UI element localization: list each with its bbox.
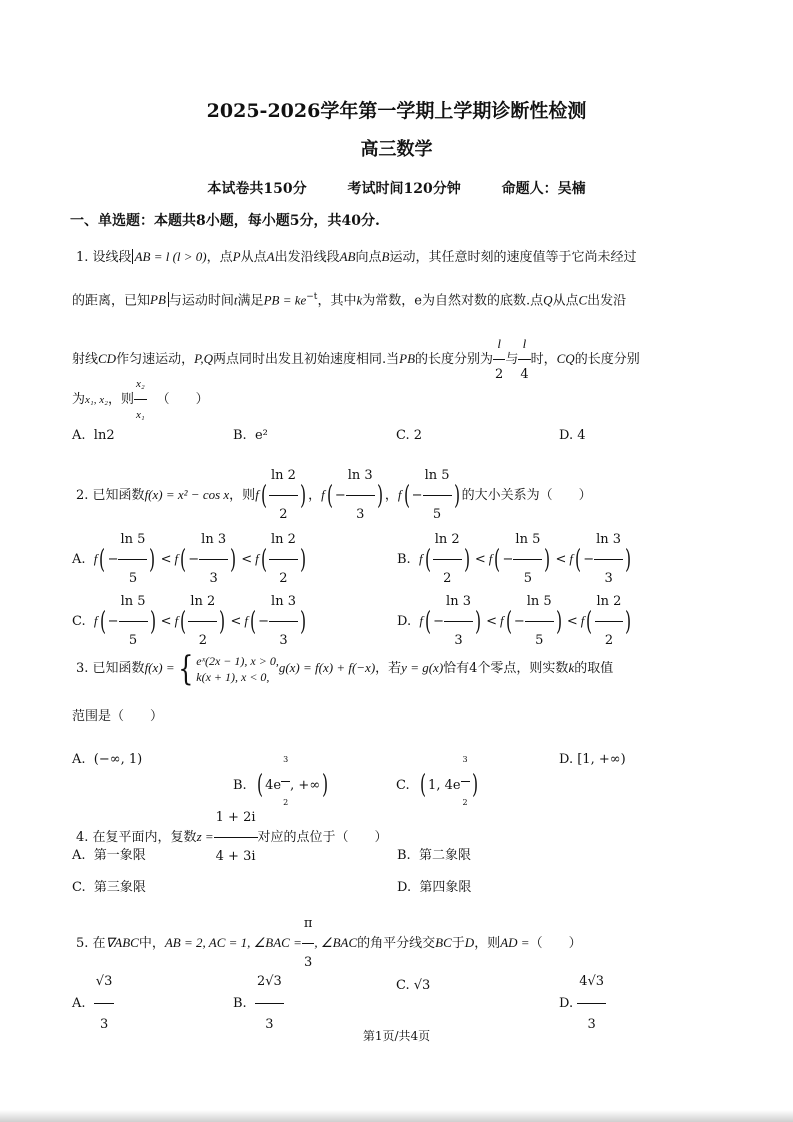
frac-den: 3 bbox=[454, 633, 463, 648]
minus: − bbox=[411, 488, 423, 503]
paren: ) bbox=[463, 544, 470, 575]
q5-stem bbox=[76, 906, 582, 981]
q1-segment: AB = l (l > 0) bbox=[132, 249, 207, 264]
less-than: < bbox=[241, 552, 253, 567]
q1-text: 时， bbox=[530, 352, 557, 367]
option-letter: B. bbox=[233, 428, 247, 443]
q2-f: f bbox=[418, 551, 423, 566]
option-value: e² bbox=[254, 428, 268, 443]
q1-var-ab: AB bbox=[339, 249, 356, 264]
paren: ) bbox=[544, 544, 551, 575]
q3-yg: y = g(x) bbox=[401, 660, 444, 675]
less-than: < bbox=[474, 552, 486, 567]
info-time: 考试时间120分钟 bbox=[347, 181, 461, 197]
minus: − bbox=[107, 552, 119, 567]
frac-num: 3 bbox=[461, 740, 470, 782]
q1-frac-x bbox=[134, 370, 147, 429]
frac-den: 3 bbox=[304, 955, 313, 970]
option-letter: D. bbox=[559, 752, 574, 767]
q1-eq-pbk: PB = ke bbox=[263, 292, 307, 308]
q1-var-a: A bbox=[266, 249, 275, 264]
option-letter: C. bbox=[72, 614, 86, 629]
option-letter: D. bbox=[559, 428, 574, 443]
q2-frac-ln3 bbox=[346, 458, 375, 533]
q1-var-e: e bbox=[414, 293, 422, 309]
frac-den: 5 bbox=[432, 507, 442, 522]
minus: − bbox=[334, 488, 346, 503]
q4-option-c[interactable] bbox=[72, 876, 146, 895]
q1-text: 的长度分别 bbox=[574, 352, 640, 367]
q1-var-k: k bbox=[356, 292, 363, 308]
q1-line1 bbox=[76, 250, 636, 264]
paren: ( bbox=[99, 544, 106, 575]
paren: ( bbox=[180, 544, 187, 575]
paren: ( bbox=[180, 606, 187, 637]
section-heading: 一、单选题：本题共8小题，每小题5分，共40分. bbox=[70, 213, 380, 229]
frac-num: ln 3 bbox=[594, 522, 623, 560]
q1-var-t: t bbox=[233, 292, 238, 308]
option-value: (−∞, 1) bbox=[93, 752, 143, 767]
q1-option-d[interactable] bbox=[559, 428, 586, 443]
q5-option-c[interactable] bbox=[396, 978, 430, 993]
paren: ( bbox=[256, 770, 264, 801]
frac-num: 3 bbox=[281, 740, 290, 782]
q2-number: 2. bbox=[76, 488, 89, 503]
q1-frac-quarter bbox=[518, 330, 530, 389]
less-than: < bbox=[160, 552, 172, 567]
q1-line2 bbox=[72, 293, 626, 307]
option-value: 1, 4e bbox=[428, 777, 461, 793]
q4-option-b[interactable] bbox=[397, 844, 471, 863]
paren: ) bbox=[299, 544, 307, 575]
frac-num: ln 5 bbox=[423, 458, 452, 496]
q4-text: 对应的点位于（ ） bbox=[257, 830, 388, 845]
q2-f: f bbox=[488, 551, 493, 566]
paren: ) bbox=[149, 606, 156, 637]
q2-f: f bbox=[244, 613, 248, 628]
exam-subtitle: 高三数学 bbox=[360, 139, 433, 160]
paren: ) bbox=[475, 606, 482, 637]
q3-option-a[interactable] bbox=[72, 752, 142, 767]
option-letter: B. bbox=[397, 848, 411, 863]
q3-case2: k(x + 1), x < 0, bbox=[196, 669, 270, 684]
q1-text: 作匀速运动， bbox=[116, 352, 195, 367]
frac-num: ln 3 bbox=[346, 458, 375, 496]
option-letter: A. bbox=[72, 552, 86, 567]
q3-option-c[interactable] bbox=[396, 740, 480, 823]
q1-text: ，其中 bbox=[317, 293, 357, 309]
q1-var-q: Q bbox=[543, 292, 553, 308]
info-score: 本试卷共150分 bbox=[207, 181, 307, 197]
paren: ( bbox=[575, 544, 582, 575]
option-letter: B. bbox=[233, 777, 247, 793]
q2-f: f bbox=[255, 551, 259, 566]
minus: − bbox=[513, 614, 525, 629]
paren: ) bbox=[625, 606, 632, 637]
info-author: 命题人：吴楠 bbox=[501, 181, 586, 197]
frac-num: ln 3 bbox=[199, 522, 228, 560]
option-letter: A. bbox=[72, 996, 86, 1011]
frac-num: x₂ bbox=[134, 370, 147, 400]
option-letter: B. bbox=[233, 996, 247, 1011]
frac-den: 2 bbox=[279, 507, 288, 522]
q5-text: 于 bbox=[451, 936, 465, 951]
q4-z: z = bbox=[196, 829, 214, 844]
q1-text: 出发沿 bbox=[587, 293, 627, 309]
brace: { bbox=[177, 648, 194, 689]
paren: ( bbox=[260, 480, 267, 511]
option-letter: B. bbox=[397, 552, 411, 567]
q3-gx: g(x) = f(x) + f(−x) bbox=[278, 660, 376, 675]
minus: − bbox=[258, 614, 270, 629]
frac-den: 3 bbox=[604, 571, 613, 586]
frac-den: 2 bbox=[443, 571, 452, 586]
q1-number: 1. bbox=[76, 250, 89, 265]
paren: ) bbox=[149, 544, 156, 575]
option-letter: A. bbox=[72, 848, 86, 863]
frac-den: 2 bbox=[279, 571, 288, 586]
q1-line4 bbox=[72, 370, 209, 429]
paren: ( bbox=[250, 606, 257, 637]
frac-num: 1 + 2i bbox=[214, 800, 258, 838]
frac-den: 3 bbox=[279, 633, 288, 648]
q1-text: 出发沿线段 bbox=[274, 250, 340, 265]
q5-text: （ ） bbox=[529, 936, 582, 951]
q1-text: 为自然对数的底数.点 bbox=[421, 293, 544, 309]
option-letter: D. bbox=[559, 996, 574, 1011]
q3-option-d[interactable] bbox=[559, 752, 626, 767]
q1-answer-paren: （ ） bbox=[156, 392, 209, 407]
frac-num: ln 2 bbox=[269, 458, 298, 496]
paren: ) bbox=[322, 770, 329, 801]
q2-f: f bbox=[569, 551, 574, 566]
q1-vars-x: x₁, x₂ bbox=[85, 394, 108, 406]
q3-text: 的取值 bbox=[574, 661, 614, 676]
exam-info bbox=[0, 178, 793, 198]
comma: ， bbox=[384, 488, 398, 503]
q1-text: 的长度分别为 bbox=[415, 352, 494, 367]
q1-frac-half bbox=[493, 330, 505, 389]
frac-den: 3 bbox=[265, 1017, 274, 1032]
paren: ) bbox=[376, 480, 383, 511]
option-value: 2 bbox=[413, 428, 423, 443]
q3-piecewise bbox=[196, 653, 279, 685]
less-than: < bbox=[160, 614, 172, 629]
paren: ) bbox=[555, 606, 562, 637]
option-value: 第三象限 bbox=[93, 880, 146, 895]
q1-var-cd: CD bbox=[98, 351, 117, 366]
paren: ( bbox=[403, 480, 410, 511]
option-value: 4e bbox=[265, 777, 282, 793]
paren: ) bbox=[471, 770, 478, 801]
q1-option-c[interactable] bbox=[396, 428, 422, 443]
q5-triangle: ∇ABC bbox=[105, 935, 139, 950]
frac-den: 2 bbox=[198, 633, 207, 648]
minus: − bbox=[433, 614, 445, 629]
frac-num: l bbox=[493, 330, 505, 360]
q1-text: 运动，其任意时刻的速度值等于它尚未经过 bbox=[389, 250, 637, 265]
q5-d: D bbox=[464, 935, 475, 950]
frac-num: ln 2 bbox=[188, 584, 217, 622]
q1-text: 从点 bbox=[552, 293, 579, 309]
q1-text: 的距离，已知 bbox=[72, 293, 151, 309]
paren: ( bbox=[586, 606, 593, 637]
q2-f: f bbox=[174, 613, 179, 628]
q4-option-a[interactable] bbox=[72, 844, 146, 863]
q3-stem bbox=[76, 648, 613, 689]
q4-option-d[interactable] bbox=[397, 876, 471, 895]
paren: ( bbox=[260, 544, 267, 575]
option-letter: C. bbox=[72, 880, 86, 895]
q1-var-pb: PB bbox=[399, 351, 416, 366]
minus: − bbox=[188, 552, 200, 567]
paren: ( bbox=[425, 606, 432, 637]
q5-text: 中， bbox=[138, 936, 165, 951]
frac-num: ln 2 bbox=[433, 522, 462, 560]
page-edge-shadow bbox=[0, 1110, 793, 1122]
q1-var-p: P bbox=[232, 249, 241, 264]
q2-f: f bbox=[255, 487, 259, 502]
q5-condition: AB = 2, AC = 1, ∠BAC = bbox=[164, 935, 302, 950]
q1-var-pq: P,Q bbox=[194, 351, 213, 366]
q4-text: 在复平面内，复数 bbox=[92, 830, 197, 845]
q3-stem-cont: 范围是（ ） bbox=[72, 709, 164, 724]
option-letter: A. bbox=[72, 428, 86, 443]
option-letter: C. bbox=[396, 777, 410, 793]
frac-den: 2 bbox=[462, 798, 468, 807]
q2-f: f bbox=[321, 487, 325, 502]
q3-text: 恰有4个零点，则实数 bbox=[443, 661, 569, 676]
frac-num: ln 5 bbox=[525, 584, 554, 622]
frac-den: 5 bbox=[535, 633, 544, 648]
q1-option-b[interactable] bbox=[233, 428, 268, 443]
q1-text: 与运动时间 bbox=[168, 293, 234, 309]
q2-f: f bbox=[500, 613, 504, 628]
option-value: 第一象限 bbox=[93, 848, 146, 863]
q1-exp: −t bbox=[306, 292, 318, 302]
q2-text: 的大小关系为（ ） bbox=[461, 488, 592, 503]
q1-text: 从点 bbox=[240, 250, 267, 265]
less-than: < bbox=[566, 614, 578, 629]
paren: ) bbox=[625, 544, 632, 575]
option-letter: A. bbox=[72, 752, 86, 767]
minus: − bbox=[107, 614, 119, 629]
less-than: < bbox=[486, 614, 498, 629]
frac-den: 5 bbox=[128, 633, 138, 648]
q1-var-b: B bbox=[381, 249, 390, 264]
paren: ) bbox=[230, 544, 237, 575]
q1-text: 为 bbox=[72, 392, 86, 407]
frac-num: π bbox=[302, 906, 315, 944]
frac-den: x₁ bbox=[135, 409, 145, 421]
q2-text: ，则 bbox=[229, 488, 256, 503]
frac-den: 4 bbox=[520, 367, 529, 382]
q1-var-pb: PB bbox=[150, 292, 169, 307]
option-value: 第四象限 bbox=[419, 880, 472, 895]
option-letter: C. bbox=[396, 978, 410, 993]
paren: ( bbox=[99, 606, 106, 637]
q1-text: 与 bbox=[505, 352, 519, 367]
q1-option-a[interactable] bbox=[72, 428, 115, 443]
frac-num: ln 3 bbox=[444, 584, 473, 622]
frac-num: ln 2 bbox=[595, 584, 624, 622]
paren: ) bbox=[300, 606, 307, 637]
less-than: < bbox=[230, 614, 242, 629]
frac-num: ln 5 bbox=[118, 522, 147, 560]
q1-text: ，点 bbox=[206, 250, 233, 265]
frac-den: 5 bbox=[523, 571, 533, 586]
q3-fx: f(x) = bbox=[144, 660, 175, 675]
q5-condition: , ∠BAC bbox=[314, 935, 358, 950]
frac-den: 3 bbox=[99, 1017, 109, 1032]
q3-case1: eˣ(2x − 1), x > 0, bbox=[196, 653, 279, 668]
q1-var-cq: CQ bbox=[556, 351, 575, 366]
paren: ( bbox=[494, 544, 501, 575]
frac-den: 3 bbox=[587, 1017, 596, 1032]
comma: ， bbox=[308, 488, 322, 503]
q1-text: 设线段 bbox=[92, 250, 132, 265]
q2-f: f bbox=[174, 551, 179, 566]
paren: ( bbox=[326, 480, 333, 511]
frac-num: 2√3 bbox=[255, 962, 284, 1004]
q4-number: 4. bbox=[76, 830, 89, 845]
option-letter: D. bbox=[397, 880, 412, 895]
q4-frac bbox=[214, 800, 258, 875]
frac-num: ln 5 bbox=[119, 584, 148, 622]
less-than: < bbox=[555, 552, 567, 567]
q1-var-c: C bbox=[578, 292, 588, 308]
option-letter: D. bbox=[397, 614, 412, 629]
frac-den: 3 bbox=[356, 507, 365, 522]
option-value: √3 bbox=[413, 978, 431, 993]
q1-text: 为常数， bbox=[362, 293, 415, 309]
q3-number: 3. bbox=[76, 661, 89, 676]
exp-frac bbox=[461, 740, 470, 823]
option-value: [1, +∞) bbox=[577, 752, 626, 767]
paren: ) bbox=[219, 606, 226, 637]
frac-num: ln 2 bbox=[269, 522, 298, 560]
q1-text: 两点同时出发且初始速度相同.当 bbox=[213, 352, 400, 367]
q2-f: f bbox=[397, 487, 402, 502]
frac-den: 2 bbox=[604, 633, 614, 648]
frac-den: 5 bbox=[128, 571, 138, 586]
q4-stem bbox=[76, 800, 388, 875]
q3-k: k bbox=[568, 660, 575, 675]
frac-num: ln 5 bbox=[513, 522, 542, 560]
frac-num: l bbox=[518, 330, 530, 360]
exam-title: 2025-2026学年第一学期上学期诊断性检测 bbox=[206, 100, 587, 122]
minus: − bbox=[502, 552, 514, 567]
option-value: ln2 bbox=[93, 428, 115, 443]
q5-number: 5. bbox=[76, 936, 89, 951]
q5-text: 的角平分线交 bbox=[357, 936, 436, 951]
q1-text: 射线 bbox=[72, 352, 99, 367]
frac-num: √3 bbox=[94, 962, 115, 1004]
q3-text: ，若 bbox=[375, 661, 402, 676]
q2-function: f(x) = x² − cos x bbox=[144, 487, 230, 502]
option-value: , +∞ bbox=[290, 777, 321, 793]
option-value: 4 bbox=[577, 428, 586, 443]
q5-text: ，则 bbox=[474, 936, 501, 951]
option-letter: C. bbox=[396, 428, 410, 443]
paren: ) bbox=[453, 480, 460, 511]
frac-num: 4√3 bbox=[577, 962, 606, 1004]
q2-f: f bbox=[580, 613, 585, 628]
option-value: 第二象限 bbox=[418, 848, 471, 863]
paren: ( bbox=[424, 544, 431, 575]
paren: ( bbox=[505, 606, 512, 637]
paren: ) bbox=[299, 480, 307, 511]
frac-den: 4 + 3i bbox=[215, 849, 256, 864]
frac-den: 3 bbox=[209, 571, 218, 586]
q5-frac-pi3 bbox=[302, 906, 315, 981]
q2-f: f bbox=[93, 551, 98, 566]
q2-f: f bbox=[419, 613, 423, 628]
frac-den: 2 bbox=[283, 798, 289, 807]
q5-bc: BC bbox=[435, 935, 452, 950]
q2-f: f bbox=[93, 613, 98, 628]
frac-den: 2 bbox=[495, 367, 504, 382]
page-footer: 第1页/共4页 bbox=[362, 1029, 431, 1043]
q2-text: 已知函数 bbox=[92, 488, 145, 503]
paren: ( bbox=[419, 770, 427, 801]
q3-text: 已知函数 bbox=[92, 661, 145, 676]
q5-ad: AD = bbox=[500, 935, 530, 950]
q1-text: ，则 bbox=[107, 392, 134, 407]
q1-text: 向点 bbox=[355, 250, 382, 265]
q5-text: 在 bbox=[92, 936, 106, 951]
minus: − bbox=[583, 552, 595, 567]
q1-text: 满足 bbox=[237, 293, 264, 309]
frac-num: ln 3 bbox=[269, 584, 298, 622]
